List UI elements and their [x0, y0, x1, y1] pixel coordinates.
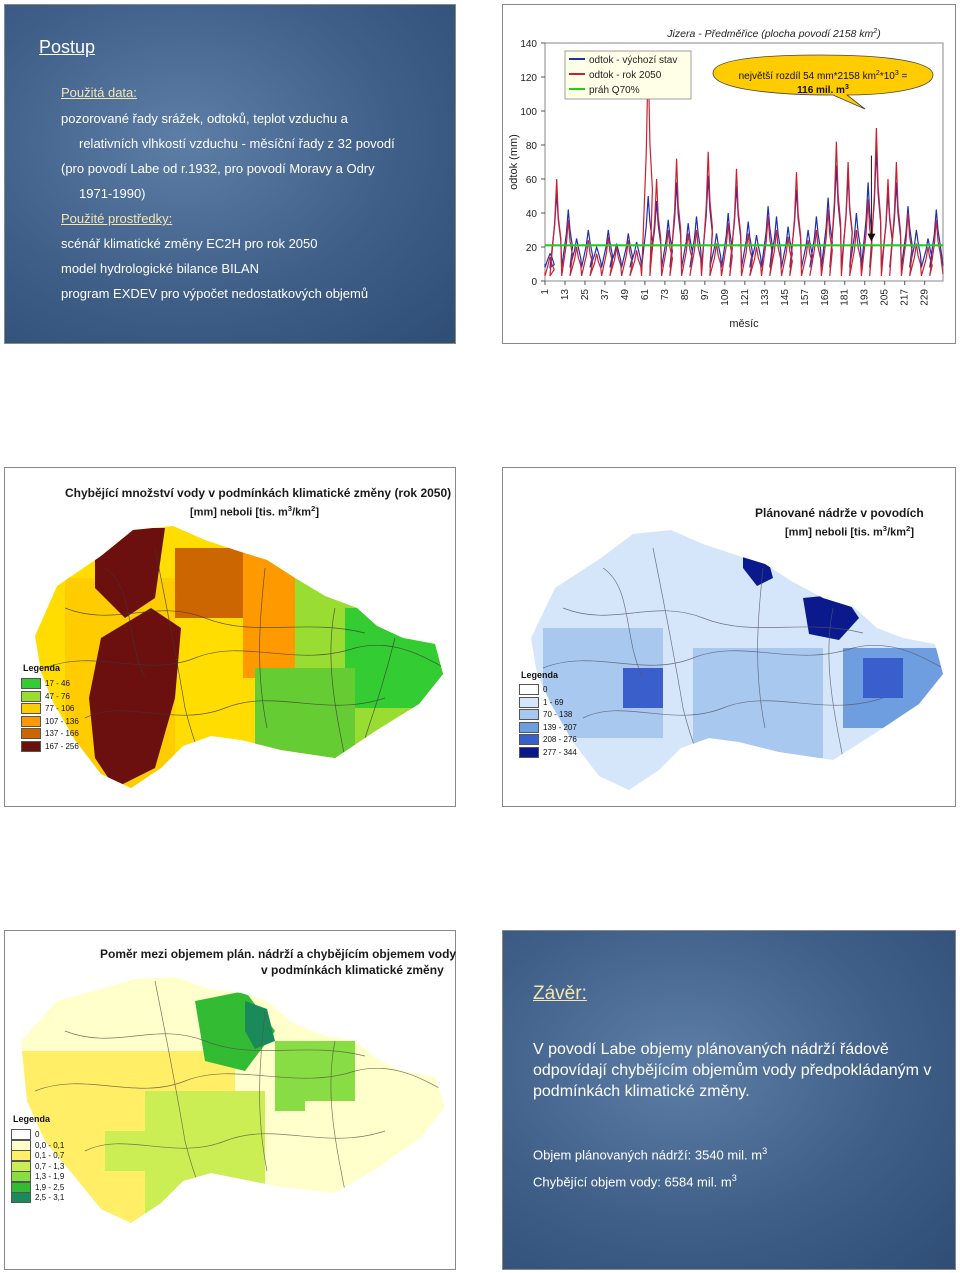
legend-item [519, 697, 563, 708]
legend-swatch [11, 1140, 31, 1151]
x-tick-label: 97 [699, 289, 711, 301]
legend-item [21, 678, 70, 689]
legend-label: 277 - 344 [543, 747, 577, 757]
data-line: relativních vlhkostí vzduchu - měsíční řady z 32 povodí [79, 136, 395, 151]
y-tick-label: 100 [520, 107, 537, 118]
conclusion-paragraph: V povodí Labe objemy plánovaných nádrží řádově odpovídají chybějícím objemům vody předpokládaným v podmínkách klimatické změny. [533, 1041, 932, 1100]
legend-swatch [519, 747, 539, 758]
tool-item: model hydrologické bilance BILAN [61, 261, 259, 276]
legend-swatch [519, 722, 539, 733]
chart-title: Jizera - Předměřice (plocha povodí 2158 $km^2$) [667, 28, 881, 40]
data-line: pozorované řady srážek, odtoků, teplot vzduchu a [61, 111, 348, 126]
legend-swatch [21, 728, 41, 739]
x-tick-label: 37 [599, 289, 611, 301]
legend-label: 0 [543, 685, 548, 694]
map-title: Poměr mezi objemem plán. nádrží a chybějícím objemem vody [100, 947, 457, 961]
legend-label: 208 - 276 [543, 735, 577, 744]
y-tick-label: 140 [520, 39, 537, 50]
legend-item [11, 1150, 64, 1161]
y-tick-label: 80 [525, 141, 537, 152]
legend-swatch [21, 703, 41, 714]
tool-item: program EXDEV pro výpočet nedostatkových objemů [61, 286, 369, 301]
legend-item [519, 747, 577, 758]
missing-volume: Chybějící objem vody: 6584 mil. $m^3$ [533, 1173, 737, 1190]
legend-swatch [519, 709, 539, 720]
legend-item [11, 1129, 39, 1140]
legend-title: Legenda [13, 1114, 51, 1124]
planned-volume: Objem plánovaných nádrží: 3540 mil. $m^3$ [533, 1146, 768, 1163]
map-subtitle: [mm] neboli [tis. $m^3/km^2$] [190, 504, 319, 519]
x-tick-label: 49 [619, 289, 631, 301]
runoff-chart [503, 5, 955, 343]
x-tick-label: 193 [859, 289, 871, 306]
x-tick-label: 205 [879, 289, 891, 306]
legend-label: 77 - 106 [45, 704, 75, 713]
legend-title: Legenda [521, 670, 559, 680]
tool-item: scénář klimatické změny EC2H pro rok 2050 [61, 236, 318, 251]
x-tick-label: 133 [759, 289, 771, 306]
legend-label: 70 - 138 [543, 710, 573, 719]
legend-swatch [11, 1161, 31, 1172]
legend-label: 139 - 207 [543, 722, 577, 732]
legend-item [21, 691, 70, 702]
legend-item [519, 709, 572, 720]
legend-swatch [21, 716, 41, 727]
legend-item [11, 1171, 64, 1182]
legend-swatch [11, 1192, 31, 1203]
x-tick-label: 157 [799, 289, 811, 306]
ratio-map [5, 931, 455, 1269]
legend-swatch [21, 691, 41, 702]
legend-swatch [519, 734, 539, 745]
legend-label: 0,1 - 0,7 [35, 1151, 65, 1160]
legend-swatch [21, 678, 41, 689]
map-title: Plánované nádrže v povodích [755, 506, 924, 520]
legend-label: 0,7 - 1,3 [35, 1161, 65, 1171]
x-tick-label: 121 [739, 289, 751, 306]
annotation-line1: největší rozdíl 54 mm*2158 $km^2*10^3$ = [738, 70, 908, 82]
x-tick-label: 181 [839, 289, 851, 306]
slide-deficit-map [4, 467, 456, 807]
y-tick-label: 120 [520, 73, 537, 84]
legend-title: Legenda [23, 663, 61, 673]
legend-label: 107 - 136 [45, 716, 79, 726]
legend-label: 17 - 46 [45, 679, 70, 688]
legend-item [519, 722, 577, 733]
annotation-line2: 116 mil. $m^3$ [797, 84, 849, 96]
legend-label: 1,9 - 2,5 [35, 1182, 65, 1192]
y-tick-label: 60 [525, 175, 537, 186]
x-tick-label: 25 [579, 289, 591, 301]
slide-conclusion [502, 930, 956, 1270]
legend-label: 137 - 166 [45, 729, 79, 738]
map-subtitle: [mm] neboli [tis. $m^3/km^2$] [785, 524, 914, 539]
legend-entry: práh Q70% [589, 85, 640, 96]
x-tick-label: 61 [639, 289, 651, 301]
x-tick-label: 169 [819, 289, 831, 306]
x-tick-label: 145 [779, 289, 791, 306]
slide-postup [4, 4, 456, 344]
x-tick-label: 109 [719, 289, 731, 306]
y-tick-label: 40 [525, 209, 537, 220]
data-heading: Použitá data: [61, 85, 137, 100]
legend-label: 1,3 - 1,9 [35, 1172, 65, 1181]
slide-runoff-chart [502, 4, 956, 344]
legend-entry: odtok - rok 2050 [589, 70, 662, 81]
legend-label: 1 - 69 [543, 697, 564, 707]
legend-item [21, 716, 79, 727]
legend-label: 0 [35, 1130, 40, 1139]
legend-label: 2,5 - 3,1 [35, 1193, 65, 1202]
slide-title: Závěr: [533, 983, 587, 1004]
legend-item [21, 741, 79, 752]
map-title-line2: v podmínkách klimatické změny [261, 963, 444, 977]
x-axis-label: měsíc [729, 318, 759, 330]
legend-item [519, 684, 547, 695]
legend-entry: odtok - výchozí stav [589, 55, 678, 66]
data-line: 1971-1990) [79, 186, 146, 201]
x-tick-label: 217 [899, 289, 911, 306]
legend-item [11, 1140, 64, 1151]
map-title: Chybějící množství vody v podmínkách klimatické změny (rok 2050) [65, 486, 452, 500]
legend-swatch [11, 1171, 31, 1182]
legend-item [21, 728, 79, 739]
legend-swatch [11, 1182, 31, 1193]
x-tick-label: 73 [659, 289, 671, 301]
tools-heading: Použité prostředky: [61, 211, 173, 226]
legend-swatch [11, 1129, 31, 1140]
x-tick-label: 229 [919, 289, 931, 306]
legend-item [11, 1182, 64, 1193]
legend-label: 47 - 76 [45, 691, 70, 701]
x-tick-label: 13 [559, 289, 571, 301]
legend-item [11, 1161, 64, 1172]
legend-swatch [21, 741, 41, 752]
y-tick-label: 20 [525, 243, 537, 254]
legend-label: 0,0 - 0,1 [35, 1140, 65, 1150]
legend-label: 167 - 256 [45, 741, 79, 751]
x-tick-label: 85 [679, 289, 691, 301]
slide-reservoir-map [502, 467, 956, 807]
deficit-map [5, 468, 455, 806]
legend-swatch [519, 684, 539, 695]
legend-item [21, 703, 74, 714]
y-tick-label: 0 [531, 277, 537, 288]
y-axis-label: odtok (mm) [508, 134, 520, 190]
legend-swatch [11, 1150, 31, 1161]
legend-swatch [519, 697, 539, 708]
slide-title: Postup [39, 37, 96, 57]
x-tick-label: 1 [540, 289, 551, 295]
slide-ratio-map [4, 930, 456, 1270]
data-line: (pro povodí Labe od r.1932, pro povodí Moravy a Odry [61, 161, 375, 176]
legend-item [519, 734, 577, 745]
legend-item [11, 1192, 64, 1203]
